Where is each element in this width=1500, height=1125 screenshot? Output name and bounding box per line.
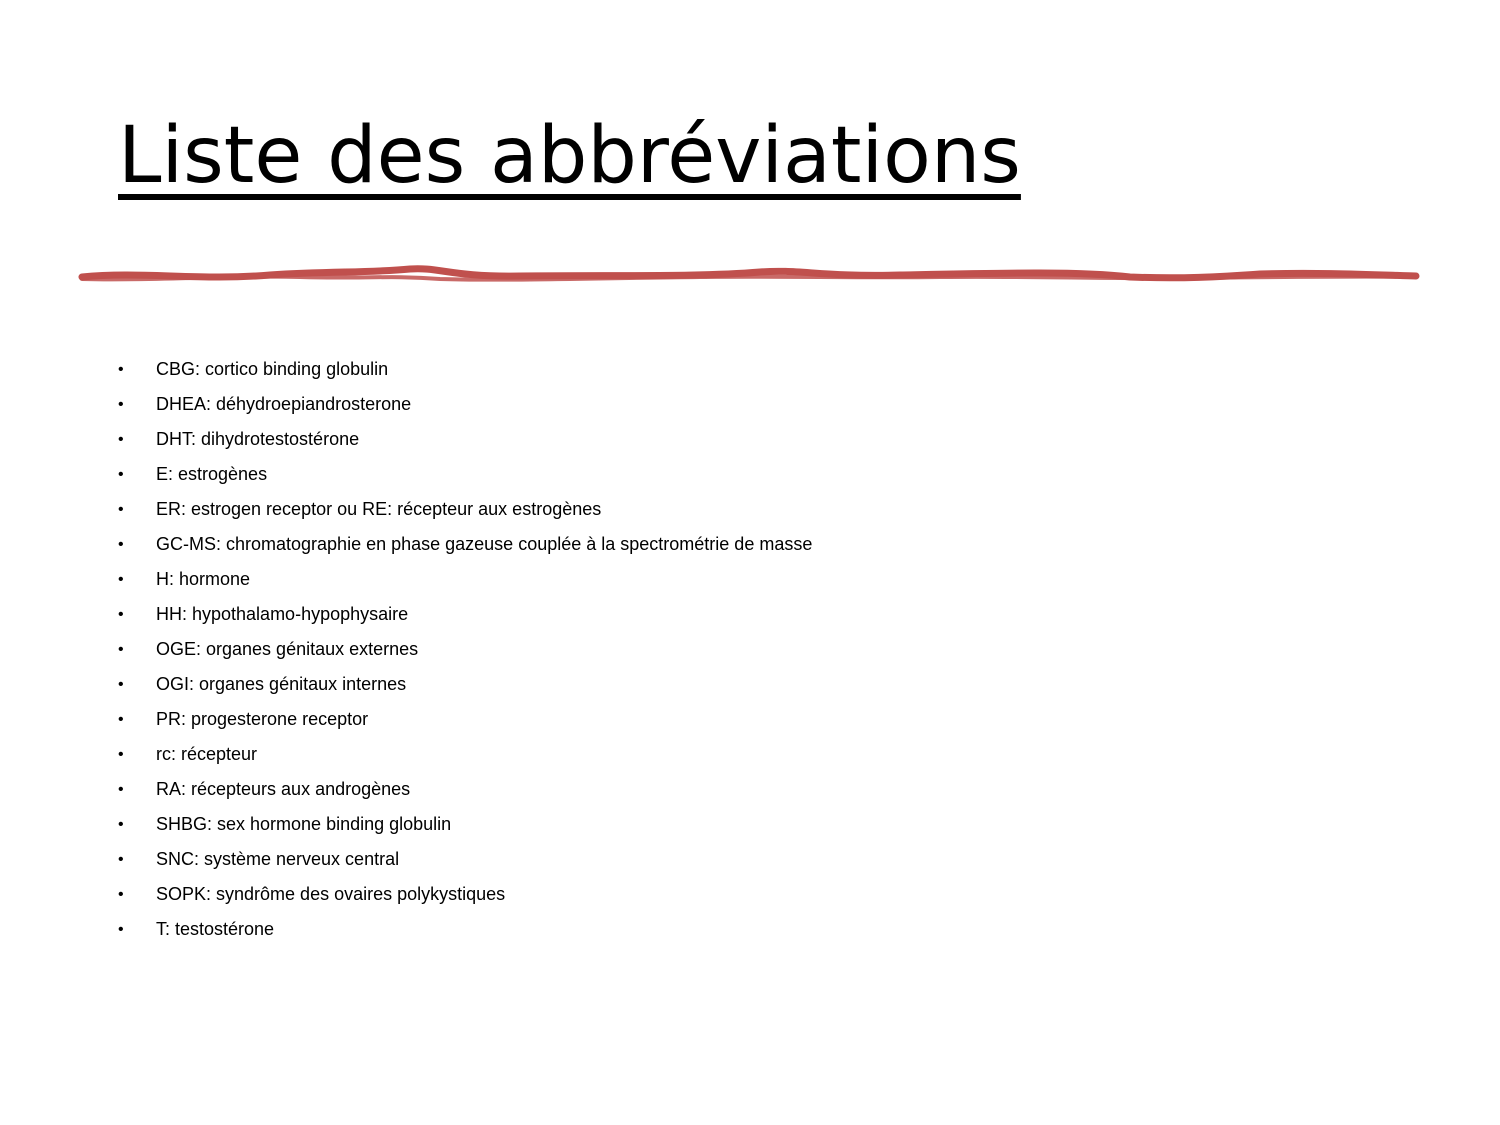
bullet-icon: •: [118, 745, 124, 763]
bullet-icon: •: [118, 395, 124, 413]
slide-title: Liste des abbréviations: [118, 111, 1021, 201]
bullet-icon: •: [118, 570, 124, 588]
list-item: [118, 527, 812, 562]
list-item: [118, 702, 812, 737]
bullet-icon: •: [118, 815, 124, 833]
list-item: [118, 422, 812, 457]
list-item: [118, 457, 812, 492]
bullet-icon: •: [118, 920, 124, 938]
list-item-text: SHBG: sex hormone binding globulin: [156, 814, 452, 834]
list-item-text: rc: récepteur: [156, 744, 258, 764]
list-item-text: OGI: organes génitaux internes: [156, 674, 407, 694]
list-item: [118, 352, 812, 387]
list-item-text: HH: hypothalamo-hypophysaire: [156, 604, 409, 624]
bullet-icon: •: [118, 780, 124, 798]
list-item-text: OGE: organes génitaux externes: [156, 639, 419, 659]
bullet-icon: •: [118, 710, 124, 728]
list-item: [118, 597, 812, 632]
list-item: [118, 492, 812, 527]
list-item-text: E: estrogènes: [156, 464, 268, 484]
bullet-icon: •: [118, 850, 124, 868]
list-item-text: SNC: système nerveux central: [156, 849, 400, 869]
abbreviation-list: [118, 352, 812, 947]
list-item: [118, 842, 812, 877]
list-item-text: CBG: cortico binding globulin: [156, 359, 389, 379]
bullet-icon: •: [118, 605, 124, 623]
bullet-icon: •: [118, 430, 124, 448]
list-item: [118, 877, 812, 912]
list-item: [118, 772, 812, 807]
list-item-text: PR: progesterone receptor: [156, 709, 369, 729]
list-item-text: DHT: dihydrotestostérone: [156, 429, 360, 449]
list-item-text: SOPK: syndrôme des ovaires polykystiques: [156, 884, 506, 904]
list-item: [118, 912, 812, 947]
bullet-icon: •: [118, 535, 124, 553]
list-item-text: H: hormone: [156, 569, 251, 589]
list-item: [118, 387, 812, 422]
decorative-divider: [0, 255, 1500, 295]
list-item-text: DHEA: déhydroepiandrosterone: [156, 394, 412, 414]
list-item: [118, 807, 812, 842]
bullet-icon: •: [118, 885, 124, 903]
list-item: [118, 667, 812, 702]
list-item: [118, 737, 812, 772]
list-item-text: GC-MS: chromatographie en phase gazeuse couplée à la spectrométrie de masse: [156, 534, 813, 554]
list-item-text: ER: estrogen receptor ou RE: récepteur aux estrogènes: [156, 499, 602, 519]
bullet-icon: •: [118, 640, 124, 658]
bullet-icon: •: [118, 465, 124, 483]
list-item: [118, 632, 812, 667]
bullet-icon: •: [118, 500, 124, 518]
list-item: [118, 562, 812, 597]
bullet-icon: •: [118, 675, 124, 693]
bullet-icon: •: [118, 360, 124, 378]
list-item-text: T: testostérone: [156, 919, 275, 939]
list-item-text: RA: récepteurs aux androgènes: [156, 779, 411, 799]
